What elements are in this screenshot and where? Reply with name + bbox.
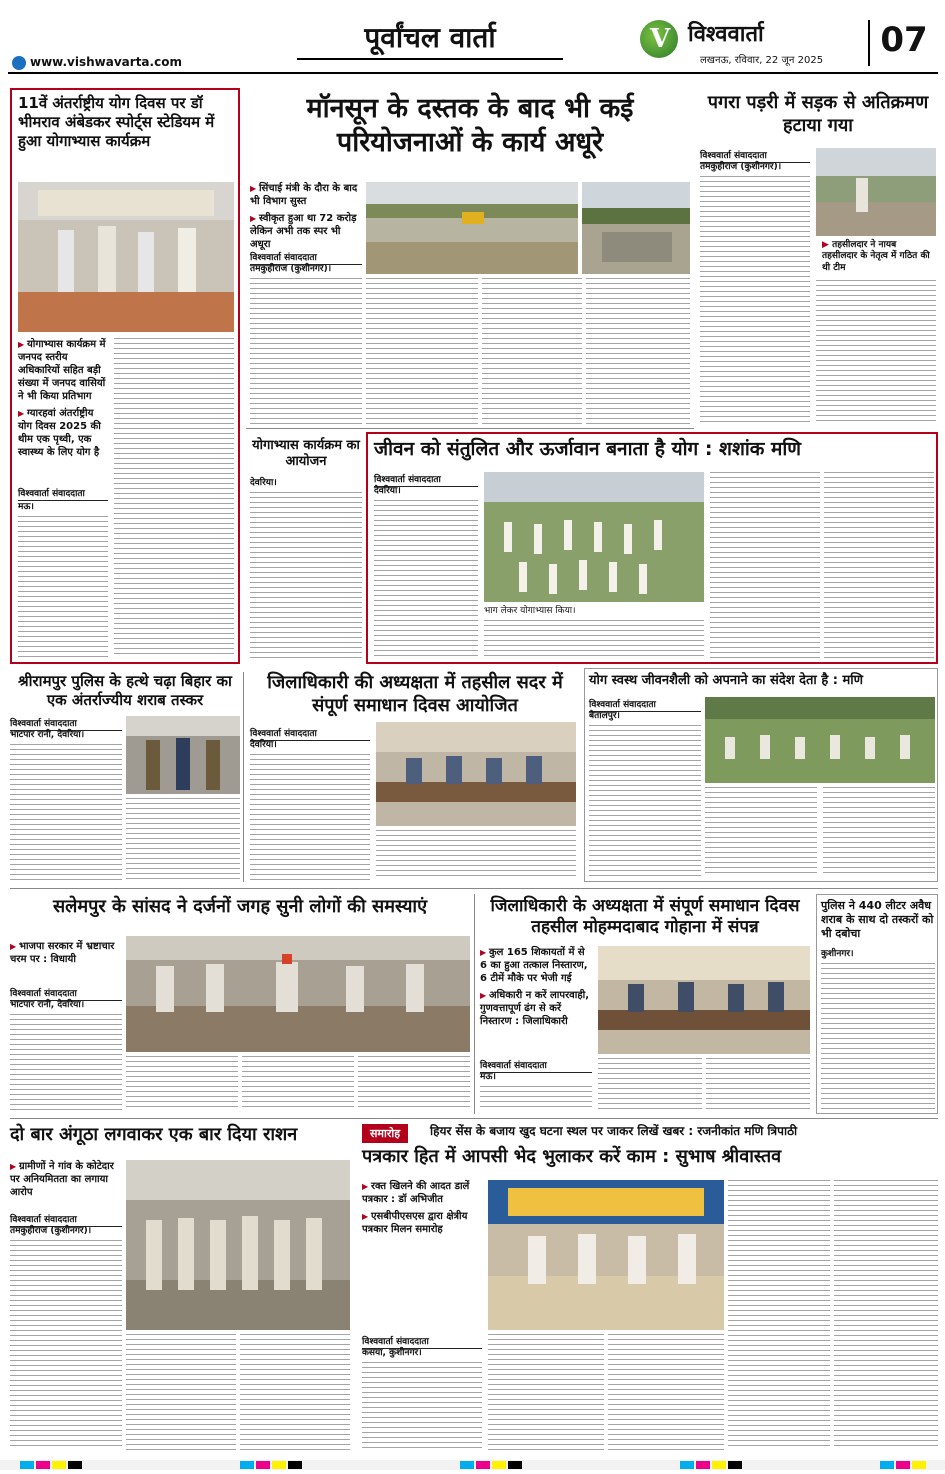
page-number: 07 xyxy=(868,20,938,66)
yoga-event-photo xyxy=(18,182,234,332)
monsoon-body xyxy=(250,278,362,424)
article-dateline: बैतालपुर। xyxy=(589,711,620,721)
issue-dateline: लखनऊ, रविवार, 22 जून 2025 xyxy=(700,55,824,66)
column-rule xyxy=(243,672,244,882)
article-yoga-stadium xyxy=(10,88,240,664)
key-point: ▶ एसबीपीएसएस द्वारा क्षेत्रीय पत्रकार मिलन समारोह xyxy=(362,1210,482,1236)
mass-yoga-photo xyxy=(484,472,704,602)
photo-caption: ▶ तहसीलदार ने नायब तहसीलदार के नेतृत्व में गठित की थी टीम xyxy=(822,240,930,273)
headline: पुलिस ने 440 लीटर अवैध शराब के साथ दो तस्करों को भी दबोचा xyxy=(821,899,934,940)
pagra-byline: विश्ववार्ता संवाददाता xyxy=(700,148,810,163)
monsoon-dateline: तमकुहीराज (कुशीनगर)। xyxy=(250,264,332,274)
article-body xyxy=(823,787,935,877)
pagra-body xyxy=(700,176,810,424)
article-body xyxy=(484,620,704,660)
section-rule xyxy=(246,428,694,429)
samaroh-body xyxy=(608,1334,724,1450)
salempur-body xyxy=(10,1014,122,1110)
key-points xyxy=(18,338,108,463)
samaroh-body xyxy=(362,1362,482,1450)
dm-tehsil-dateline: देवरिया। xyxy=(250,740,277,750)
dm-tehsil-headline: जिलाधिकारी की अध्यक्षता में तहसील सदर में संपूर्ण समाधान दिवस आयोजित xyxy=(267,672,563,716)
byline: विश्ववार्ता संवाददाता xyxy=(18,486,108,501)
ration-body xyxy=(126,1334,236,1450)
section-tag: समारोह xyxy=(362,1124,408,1143)
samaroh-byline: विश्ववार्ता संवाददाता xyxy=(362,1334,482,1349)
key-point: ▶ ग्रामीणों ने गांव के कोटेदार पर अनियमितता का लगाया आरोप xyxy=(10,1160,122,1199)
brand-logo-letter: V xyxy=(650,24,671,54)
yoga-deoria-headline: योगाभ्यास कार्यक्रम का आयोजन xyxy=(252,438,360,470)
dm-mohammadabad-key-points xyxy=(480,946,592,1032)
monsoon-headline: मॉनसून के दस्तक के बाद भी कई परियोजनाओं के कार्य अधूरे xyxy=(306,93,634,158)
monsoon-body xyxy=(586,278,690,424)
grievance-meeting-photo xyxy=(376,722,576,826)
monsoon-body xyxy=(482,278,582,424)
article-body xyxy=(18,516,108,658)
key-point: ▶ स्वीकृत हुआ था 72 करोड़ लेकिन अभी तक स्पर भी अधूरा xyxy=(250,212,362,251)
website-link[interactable] xyxy=(12,55,182,70)
pagra-headline: पगरा पड़री में सड़क से अतिक्रमण हटाया गया xyxy=(707,92,929,136)
monsoon-key-points xyxy=(250,182,362,255)
dm-mohammadabad-body xyxy=(598,1058,702,1110)
masthead-rule xyxy=(8,72,938,74)
pipeline-photo xyxy=(582,182,690,274)
key-point: ▶ सिंचाई मंत्री के दौरा के बाद भी विभाग सुस्त xyxy=(250,182,362,208)
outdoor-yoga-photo xyxy=(705,697,935,783)
salempur-key-points xyxy=(10,940,122,970)
salempur-body xyxy=(242,1056,354,1110)
article-shashank-mani xyxy=(366,432,938,664)
samaroh-key-points xyxy=(362,1180,482,1240)
salempur-dateline: भाटपार रानी, देवरिया। xyxy=(10,1000,85,1010)
pagra-body xyxy=(816,280,936,424)
salempur-body xyxy=(126,1056,238,1110)
construction-site-photo xyxy=(366,182,578,274)
article-dateline: देवरिया। xyxy=(374,486,401,496)
sriram-byline: विश्ववार्ता संवाददाता xyxy=(10,716,122,731)
dm-mohammadabad-dateline: मऊ। xyxy=(480,1072,496,1082)
article-yoga-lifestyle xyxy=(584,668,938,882)
samaroh-headline: पत्रकार हित में आपसी भेद भुलाकर करें काम : सुभाष श्रीवास्तव xyxy=(362,1146,782,1167)
byline: विश्ववार्ता संवाददाता xyxy=(374,472,478,487)
article-body xyxy=(114,338,234,658)
dm-tehsil-body xyxy=(250,754,370,880)
samaroh-body xyxy=(488,1334,604,1450)
samaroh-dateline: कसया, कुशीनगर। xyxy=(362,1348,422,1358)
sriram-dateline: भाटपार रानी, देवरिया। xyxy=(10,730,85,740)
samaroh-body xyxy=(834,1180,938,1450)
key-point: ▶ रक्त खिलने की आदत डालें पत्रकार : डॉ अभिजीत xyxy=(362,1180,482,1206)
yoga-deoria-body xyxy=(250,492,362,660)
article-body xyxy=(710,472,820,660)
monsoon-body xyxy=(366,278,478,424)
brand-name: विश्ववार्ता xyxy=(688,22,764,47)
key-point: ▶ ग्यारहवां अंतर्राष्ट्रीय योग दिवस 2025 की थीम एक पृथ्वी, एक स्वास्थ्य के लिए योग है xyxy=(18,407,108,459)
caption-arrow-icon: ▶ xyxy=(822,240,833,250)
headline: जीवन को संतुलित और ऊर्जावान बनाता है योग : शशांक मणि xyxy=(374,438,802,460)
salempur-headline: सलेमपुर के सांसद ने दर्जनों जगह सुनी लोगों की समस्याएं xyxy=(52,896,428,917)
ration-key-points xyxy=(10,1160,122,1203)
key-point: ▶ योगाभ्यास कार्यक्रम में जनपद स्तरीय अधिकारियों सहित बड़ी संख्या में जनपद वासियों ने भी किया प्रतिभाग xyxy=(18,338,108,403)
key-point: ▶ भाजपा सरकार में भ्रष्टाचार चरम पर : विधायी xyxy=(10,940,122,966)
sriram-body xyxy=(126,798,240,880)
headline: योग स्वस्थ जीवनशैली को अपनाने का संदेश देता है : मणि xyxy=(589,673,864,688)
ration-body xyxy=(240,1334,350,1450)
article-body xyxy=(374,500,478,660)
website-url: www.vishwavarta.com xyxy=(30,55,182,69)
section-rule xyxy=(10,1118,938,1119)
samaroh-body xyxy=(728,1180,830,1450)
section-title: पूर्वांचल वार्ता xyxy=(364,21,496,54)
article-dateline: कुशीनगर। xyxy=(821,949,854,959)
dm-tehsil-byline: विश्ववार्ता संवाददाता xyxy=(250,726,370,741)
villagers-complaint-photo xyxy=(126,1160,350,1330)
globe-icon xyxy=(12,56,26,70)
dm-mohammadabad-headline: जिलाधिकारी के अध्यक्षता में संपूर्ण समाधान दिवस तहसील मोहम्मदाबाद गोहाना में संपन्न xyxy=(490,896,800,938)
dm-mohammadabad-body xyxy=(480,1086,592,1110)
photo-caption: भाग लेकर योगाभ्यास किया। xyxy=(484,606,576,616)
column-rule xyxy=(474,894,475,1114)
tehsil-meeting-photo xyxy=(598,946,810,1054)
yoga-deoria-dateline: देवरिया। xyxy=(250,478,277,488)
road-encroachment-photo xyxy=(816,148,936,236)
ration-headline: दो बार अंगूठा लगवाकर एक बार दिया राशन xyxy=(10,1124,298,1145)
section-rule xyxy=(10,888,938,889)
samaroh-kicker: हियर सेंस के बजाय खुद घटना स्थल पर जाकर लिखें खबर : रजनीकांत मणि त्रिपाठी xyxy=(430,1124,798,1138)
dm-mohammadabad-byline: विश्ववार्ता संवाददाता xyxy=(480,1058,592,1073)
article-police-liquor xyxy=(816,894,938,1114)
key-point: ▶ कुल 165 शिकायतों में से 6 का हुआ तत्काल निस्तारण, 6 टीमें मौके पर भेजी गई xyxy=(480,946,592,985)
color-registration-bar xyxy=(0,1456,945,1474)
ration-byline: विश्ववार्ता संवाददाता xyxy=(10,1212,122,1227)
police-arrest-photo xyxy=(126,716,240,794)
ration-dateline: तमकुहीराज (कुशीनगर)। xyxy=(10,1226,92,1236)
dm-tehsil-body xyxy=(376,830,576,880)
key-point: ▶ अधिकारी न करें लापरवाही, गुणवत्तापूर्ण ढंग से करें निस्तारण : जिलाधिकारी xyxy=(480,989,592,1028)
masthead xyxy=(0,0,945,76)
article-dateline: मऊ। xyxy=(18,502,34,512)
pagra-dateline: तमकुहीराज (कुशीनगर)। xyxy=(700,162,782,172)
article-body xyxy=(821,963,935,1109)
headline: 11वें अंतर्राष्ट्रीय योग दिवस पर डॉ भीमराव अंबेडकर स्पोर्ट्स स्टेडियम में हुआ योगाभ्यास कार्यक्रम xyxy=(18,94,215,150)
sriram-headline: श्रीरामपुर पुलिस के हत्थे चढ़ा बिहार का एक अंतर्राज्यीय शराब तस्कर xyxy=(18,672,232,709)
article-body xyxy=(705,787,817,877)
salempur-body xyxy=(358,1056,470,1110)
ration-body xyxy=(10,1240,122,1450)
salempur-byline: विश्ववार्ता संवाददाता xyxy=(10,986,122,1001)
sriram-body xyxy=(10,744,122,880)
byline: विश्ववार्ता संवाददाता xyxy=(589,697,701,712)
article-body xyxy=(589,725,701,877)
journalist-meet-photo xyxy=(488,1180,724,1330)
mp-crowd-photo xyxy=(126,936,470,1052)
dm-mohammadabad-body xyxy=(706,1058,810,1110)
monsoon-byline: विश्ववार्ता संवाददाता xyxy=(250,250,362,265)
article-body xyxy=(824,472,934,660)
